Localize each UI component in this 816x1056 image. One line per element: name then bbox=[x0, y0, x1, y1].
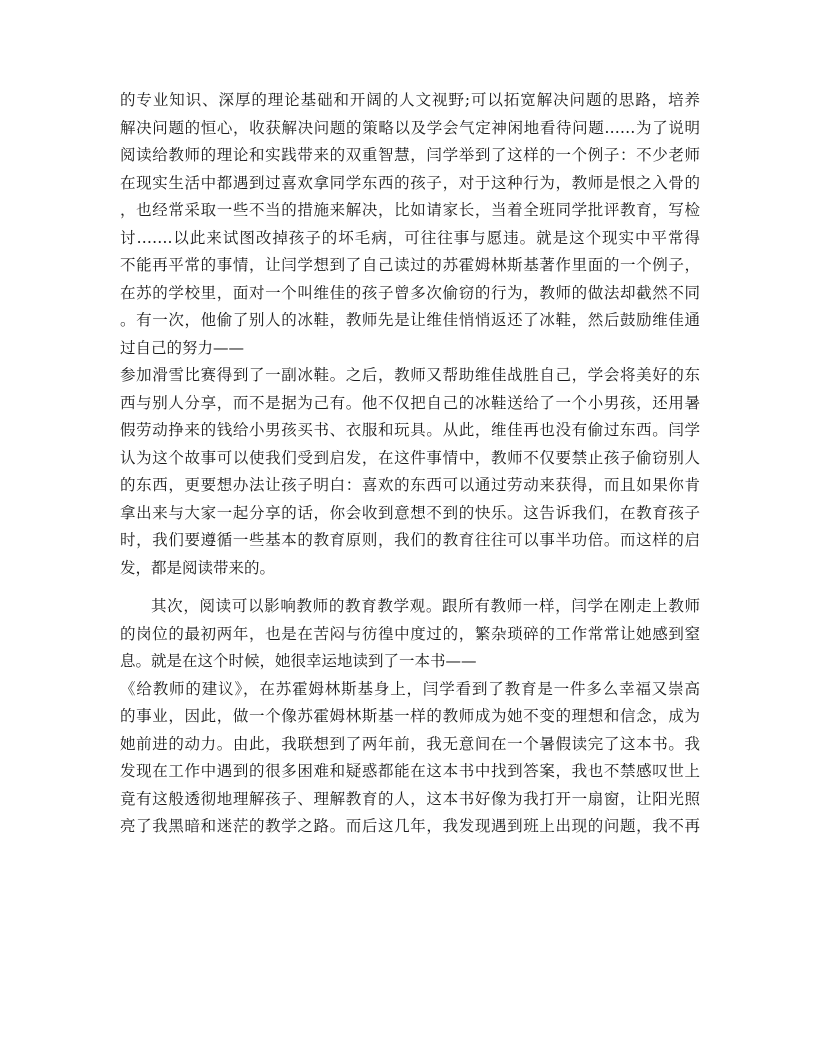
text-line: 她前进的动力。由此，我联想到了两年前，我无意间在一个暑假读完了这本书。我 bbox=[120, 734, 700, 753]
document-page bbox=[120, 87, 700, 841]
text-line: 认为这个故事可以使我们受到启发，在这件事情中，教师不仅要禁止孩子偷窃别人 bbox=[120, 448, 700, 467]
text-line: 《给教师的建议》，在苏霍姆林斯基身上，闫学看到了教育是一件多么幸福又崇高 bbox=[120, 679, 700, 698]
text-line: 的事业，因此，做一个像苏霍姆林斯基一样的教师成为她不变的理想和信念，成为 bbox=[120, 707, 700, 725]
paragraph-weijia-story bbox=[120, 362, 700, 582]
text-line: 西与别人分享，而不是据为己有。他不仅把自己的冰鞋送给了一个小男孩，还用暑 bbox=[120, 393, 700, 412]
text-line: ，也经常采取一些不当的措施来解决，比如请家长，当着全班同学批评教育，写检 bbox=[120, 201, 700, 219]
text-line: 亮了我黑暗和迷茫的教学之路。而后这几年，我发现遇到班上出现的问题，我不再 bbox=[120, 817, 700, 835]
text-line: 。有一次，他偷了别人的冰鞋，教师先是让维佳悄悄返还了冰鞋，然后鼓励维佳通 bbox=[120, 311, 700, 329]
paragraph-spacer bbox=[120, 582, 700, 593]
text-line: 的岗位的最初两年，也是在苦闷与彷徨中度过的，繁杂琐碎的工作常常让她感到窒 bbox=[120, 624, 700, 643]
text-line: 发，都是阅读带来的。 bbox=[120, 558, 276, 577]
text-line: 不能再平常的事情，让闫学想到了自己读过的苏霍姆林斯基著作里面的一个例子， bbox=[120, 256, 700, 274]
text-line: 参加滑雪比赛得到了一副冰鞋。之后，教师又帮助维佳战胜自己，学会将美好的东 bbox=[120, 366, 700, 384]
text-line: 在苏的学校里，面对一个叫维佳的孩子曾多次偷窃的行为，教师的做法却截然不同 bbox=[120, 283, 700, 302]
text-line: 拿出来与大家一起分享的话，你会收到意想不到的快乐。这告诉我们，在教育孩子 bbox=[120, 503, 700, 522]
text-line: 的东西，更要想办法让孩子明白：喜欢的东西可以通过劳动来获得，而且如果你肯 bbox=[120, 476, 700, 494]
text-line: 解决问题的恒心，收获解决问题的策略以及学会气定神闲地看待问题……为了说明 bbox=[120, 118, 700, 137]
paragraph-book-advice bbox=[120, 676, 700, 841]
text-line: 在现实生活中都遇到过喜欢拿同学东西的孩子，对于这种行为，教师是恨之入骨的 bbox=[120, 173, 700, 192]
text-line: 阅读给教师的理论和实践带来的双重智慧，闫学举到了这样的一个例子：不少老师 bbox=[120, 146, 700, 164]
text-line: 过自己的努力—— bbox=[120, 338, 245, 357]
paragraph-reading-example bbox=[120, 87, 700, 362]
text-line: 假劳动挣来的钱给小男孩买书、衣服和玩具。从此，维佳再也没有偷过东西。闫学 bbox=[120, 421, 700, 439]
text-line: 时，我们要遵循一些基本的教育原则，我们的教育往往可以事半功倍。而这样的启 bbox=[120, 531, 700, 549]
text-line: 讨…….以此来试图改掉孩子的坏毛病，可往往事与愿违。就是这个现实中平常得 bbox=[120, 228, 700, 247]
text-line: 息。就是在这个时候，她很幸运地读到了一本书—— bbox=[120, 652, 477, 670]
text-line: 竟有这般透彻地理解孩子、理解教育的人，这本书好像为我打开一扇窗，让阳光照 bbox=[120, 789, 700, 808]
paragraph-teaching-view bbox=[120, 593, 700, 676]
text-line: 发现在工作中遇到的很多困难和疑惑都能在这本书中找到答案，我也不禁感叹世上 bbox=[120, 762, 700, 780]
text-line: 其次，阅读可以影响教师的教育教学观。跟所有教师一样，闫学在刚走上教师 bbox=[151, 597, 700, 615]
text-line: 的专业知识、深厚的理论基础和开阔的人文视野;可以拓宽解决问题的思路，培养 bbox=[120, 91, 700, 109]
